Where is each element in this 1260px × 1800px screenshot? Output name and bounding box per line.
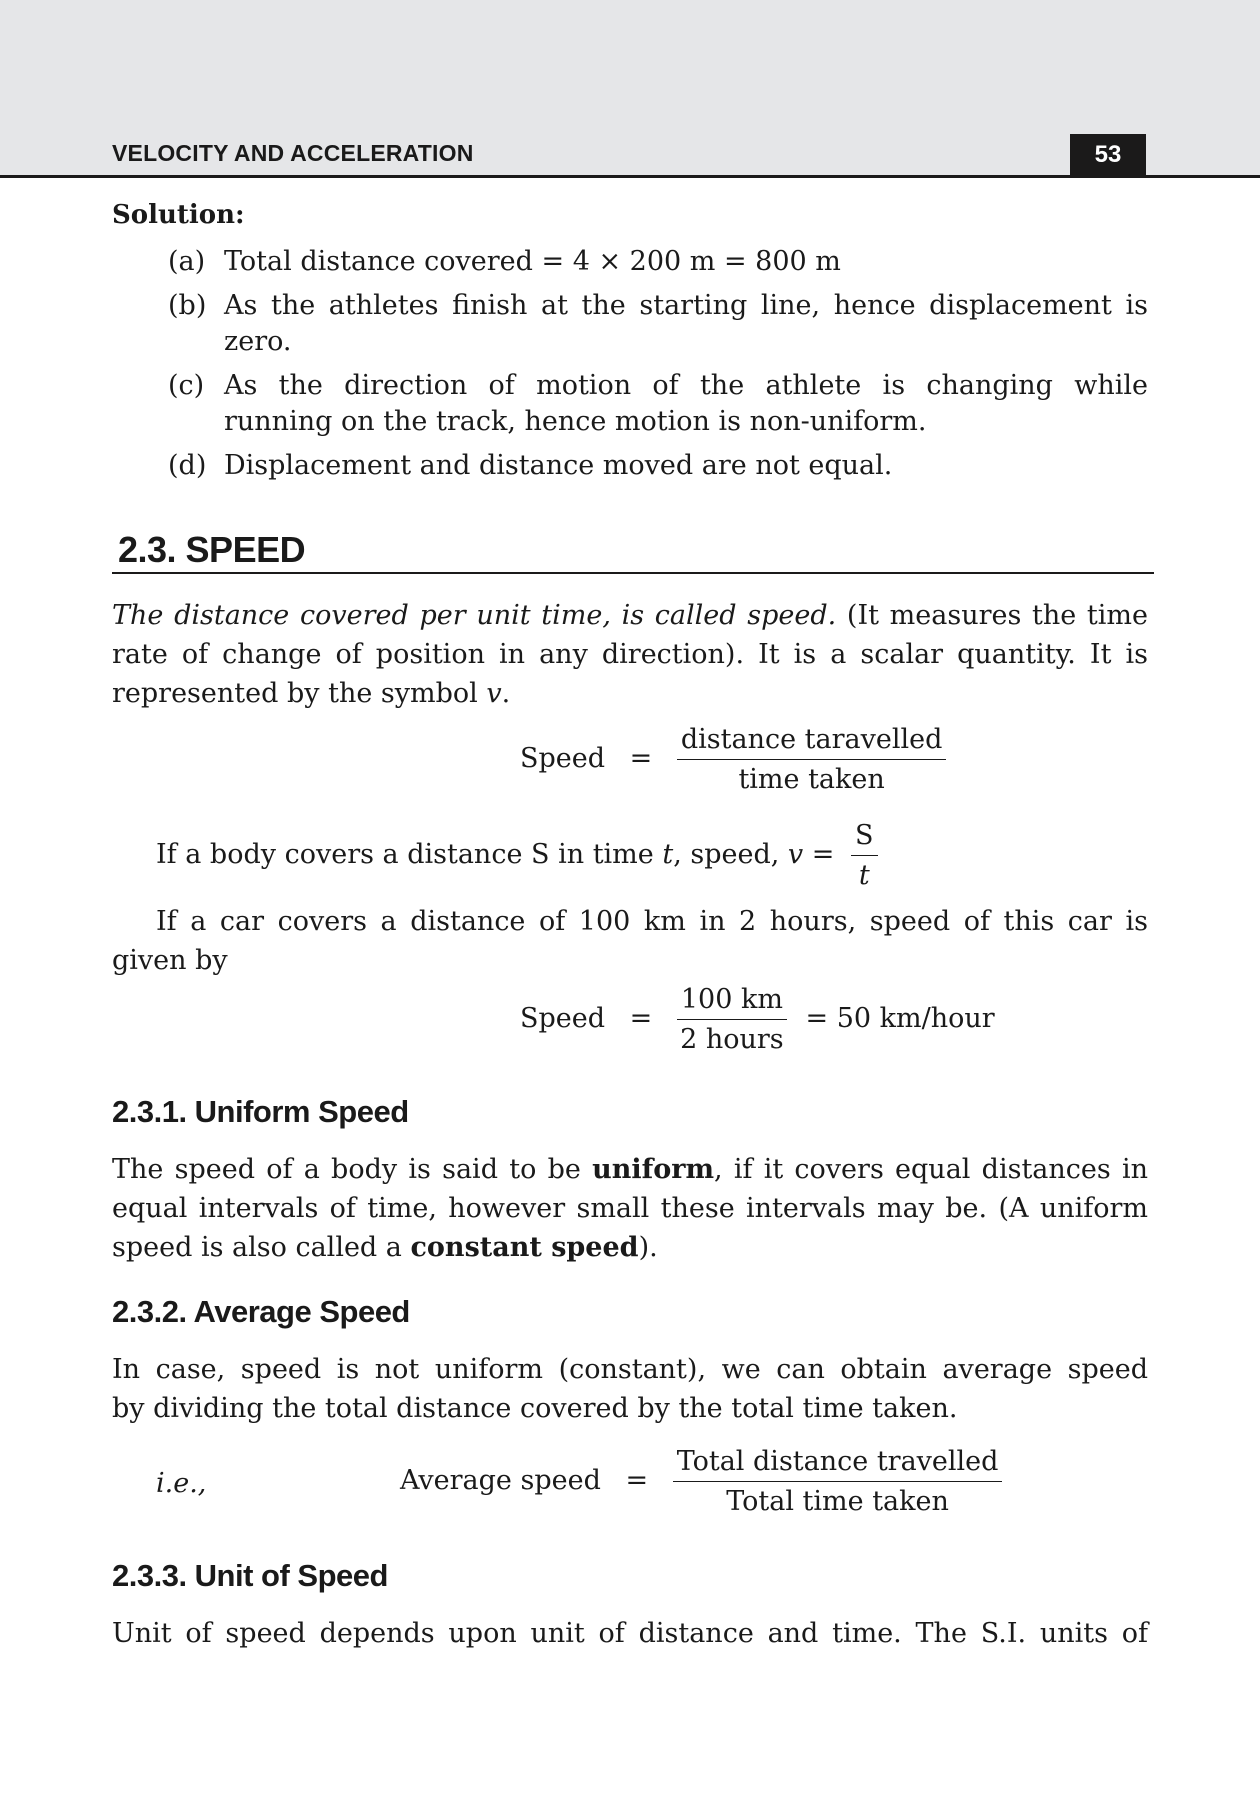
text: The speed of a body is said to be: [112, 1154, 593, 1185]
equals-sign: =: [629, 1003, 653, 1034]
text: ).: [638, 1232, 658, 1263]
unit-of-speed-line1: Unit of speed depends upon unit of distance and time. The S.I. units of: [112, 1618, 1148, 1649]
uniform-speed-line1: [112, 1150, 1148, 1189]
denominator: time taken: [738, 764, 885, 795]
numerator: S: [851, 820, 878, 856]
fraction: [677, 724, 947, 795]
symbol-t: t: [662, 839, 674, 870]
numerator: distance taravelled: [677, 724, 947, 760]
page-number: 53: [1070, 134, 1146, 176]
numerator: 100 km: [677, 984, 787, 1020]
solution-item-a: [168, 244, 1148, 284]
speed-definition-line2: rate of change of position in any direction). It is a scalar quantity. It is: [112, 639, 1148, 670]
formula-result: = 50 km/hour: [805, 1003, 995, 1034]
denominator: 2 hours: [680, 1024, 784, 1055]
section-heading-speed: 2.3. SPEED: [112, 528, 1154, 574]
equals-sign: =: [625, 1465, 649, 1496]
term-uniform: uniform: [592, 1154, 715, 1185]
solution-label: Solution:: [112, 200, 245, 230]
speed-formula: [520, 724, 946, 795]
running-title: VELOCITY AND ACCELERATION: [112, 140, 474, 166]
subsection-heading-unit-of-speed: 2.3.3. Unit of Speed: [112, 1558, 388, 1593]
text: .: [501, 678, 511, 709]
ie-label: i.e.,: [156, 1468, 207, 1499]
header-divider: [0, 175, 1260, 178]
denominator: t: [858, 860, 870, 891]
term-constant-speed: constant speed: [410, 1232, 639, 1263]
speed-definition-line1: [112, 596, 1148, 635]
denominator: Total time taken: [726, 1486, 949, 1517]
fraction: [677, 984, 787, 1055]
speed-definition-line3: [112, 674, 1148, 713]
item-label: (d): [168, 450, 207, 481]
definition-italic: The distance covered per unit time, is called speed.: [112, 600, 837, 631]
text: , if it covers equal distances in: [714, 1154, 1148, 1185]
symbol-v: v: [787, 839, 804, 870]
fraction: [851, 820, 878, 891]
formula-lhs: Average speed: [400, 1465, 601, 1496]
symbol-v: v: [486, 678, 502, 709]
equals-sign: =: [629, 743, 653, 774]
car-example-line2: given by: [112, 945, 228, 976]
item-text-line1: As the direction of motion of the athlete is changing while: [224, 370, 1148, 401]
subsection-heading-average-speed: 2.3.2. Average Speed: [112, 1294, 410, 1329]
solution-item-c: [168, 368, 1148, 444]
fraction: [673, 1446, 1003, 1517]
subsection-heading-uniform-speed: 2.3.1. Uniform Speed: [112, 1094, 409, 1129]
item-label: (a): [168, 246, 206, 277]
item-text-line2: zero.: [224, 326, 292, 357]
uniform-speed-line3: [112, 1228, 1148, 1267]
item-text-line1: As the athletes finish at the starting line, hence displacement is: [224, 290, 1148, 321]
car-example-line1: If a car covers a distance of 100 km in 2 hours, speed of this car is: [156, 906, 1148, 937]
speed-symbol-sentence: [156, 820, 878, 891]
text: , speed,: [673, 839, 788, 870]
item-label: (c): [168, 370, 205, 401]
definition-rest: (It measures the time: [836, 600, 1148, 631]
uniform-speed-line2: equal intervals of time, however small these intervals may be. (A uniform: [112, 1193, 1148, 1224]
average-speed-formula: [400, 1446, 1002, 1517]
solution-item-b: [168, 288, 1148, 364]
text: If a body covers a distance S in time: [156, 839, 663, 870]
item-text-line2: running on the track, hence motion is non-uniform.: [224, 406, 927, 437]
average-speed-line2: by dividing the total distance covered by the total time taken.: [112, 1393, 958, 1424]
formula-lhs: Speed: [520, 1003, 606, 1034]
numerator: Total distance travelled: [673, 1446, 1003, 1482]
text: speed is also called a: [112, 1232, 411, 1263]
car-speed-formula: [520, 984, 995, 1055]
formula-lhs: Speed: [520, 743, 606, 774]
item-text: Total distance covered = 4 × 200 m = 800 m: [224, 246, 841, 277]
average-speed-line1: In case, speed is not uniform (constant), we can obtain average speed: [112, 1354, 1148, 1385]
item-label: (b): [168, 290, 207, 321]
solution-item-d: [168, 448, 1148, 488]
item-text: Displacement and distance moved are not equal.: [224, 450, 893, 481]
text: represented by the symbol: [112, 678, 487, 709]
equals-sign: =: [803, 839, 835, 870]
